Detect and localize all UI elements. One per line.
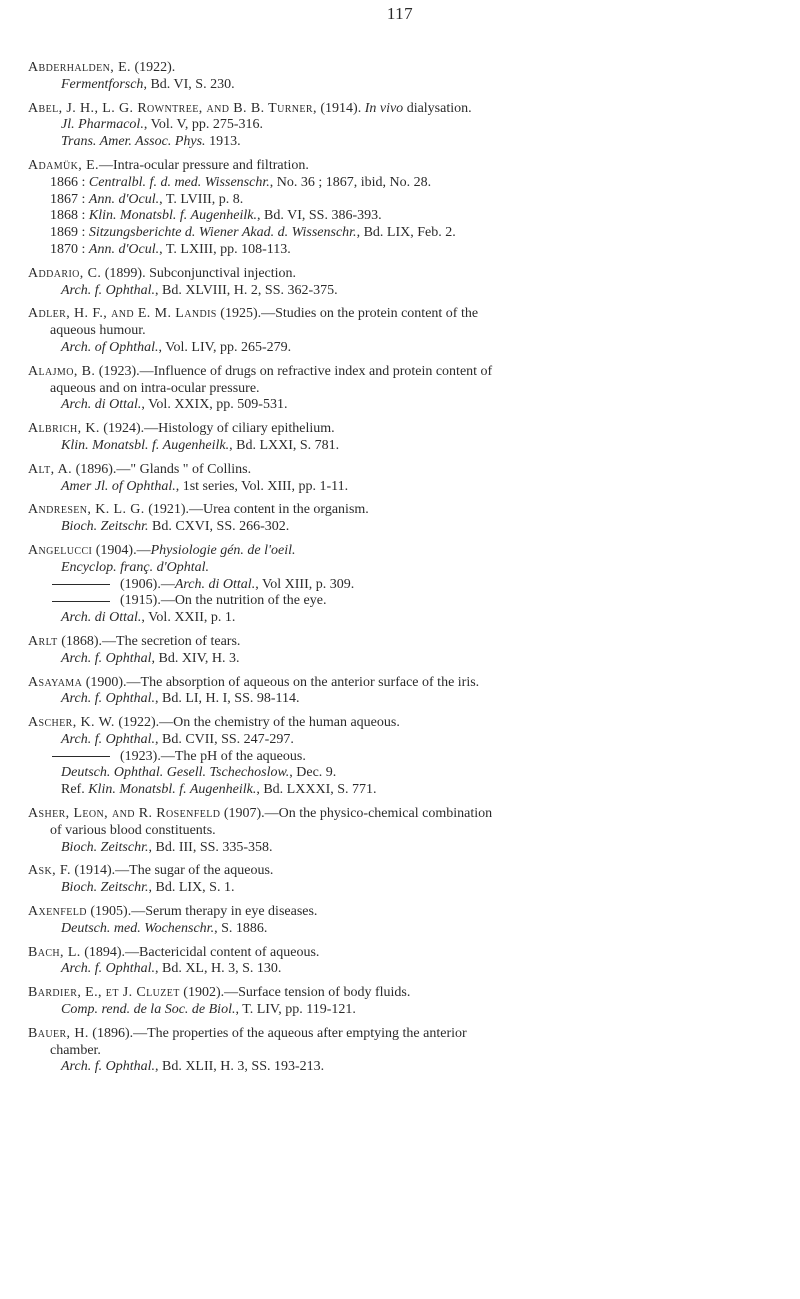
- reference-line: [28, 543, 776, 560]
- reference-text: , Vol. XXII, p. 1.: [141, 610, 236, 626]
- reference-line: [28, 749, 776, 766]
- author-name: Andresen, K. L. G.: [28, 502, 145, 518]
- author-name: Asayama: [28, 674, 83, 690]
- author-name: Ask, F.: [28, 863, 71, 879]
- reference-line: [28, 823, 776, 840]
- reference-line: [28, 340, 776, 357]
- author-name: Adler, H. F., and E. M. Landis: [28, 306, 217, 322]
- reference-text: , Bd. CVII, SS. 247-297.: [154, 731, 294, 747]
- author-name: Arlt: [28, 633, 58, 649]
- reference-entry: [28, 715, 776, 799]
- journal-title: Physiologie gén. de l'oeil.: [150, 542, 296, 558]
- reference-line: [28, 175, 776, 192]
- journal-title: Bioch. Zeitschr.: [61, 880, 149, 896]
- reference-text: , Bd. XL, H. 3, S. 130.: [154, 961, 282, 977]
- reference-text: (1923).—Influence of drugs on refractive index and protein content of: [95, 363, 493, 379]
- journal-title: Amer Jl. of Ophthal.: [61, 478, 176, 494]
- journal-title: Arch. di Ottal.: [61, 397, 142, 413]
- reference-entry: [28, 806, 776, 856]
- reference-line: [28, 675, 776, 692]
- ditto-rule: [52, 601, 110, 602]
- reference-text: Bd. CXVI, SS. 266-302.: [148, 519, 290, 535]
- reference-text: dialysation.: [403, 100, 472, 116]
- reference-line: [28, 1002, 776, 1019]
- reference-line: [28, 60, 776, 77]
- journal-title: Arch. f. Ophthal.: [61, 282, 155, 298]
- author-name: Addario, C.: [28, 265, 102, 281]
- reference-text: , Vol. XXIX, pp. 509-531.: [141, 397, 288, 413]
- journal-title: Comp. rend. de la Soc. de Biol.: [61, 1002, 236, 1018]
- author-name: Asher, Leon, and R. Rosenfeld: [28, 806, 221, 822]
- reference-text: 1867 :: [50, 191, 89, 207]
- reference-list: [28, 60, 776, 1083]
- reference-line: [28, 904, 776, 921]
- reference-entry: [28, 634, 776, 668]
- reference-line: [28, 782, 776, 799]
- reference-entry: [28, 266, 776, 300]
- reference-text: , T. LXIII, pp. 108-113.: [159, 241, 291, 257]
- author-name: Alajmo, B.: [28, 363, 96, 379]
- journal-title: Jl. Pharmacol.: [61, 117, 144, 133]
- reference-entry: [28, 863, 776, 897]
- reference-line: [28, 577, 776, 594]
- reference-text: , Vol. V, pp. 275-316.: [143, 117, 263, 133]
- reference-line: [28, 593, 776, 610]
- reference-text: , Vol. LIV, pp. 265-279.: [158, 339, 292, 355]
- journal-title: Bioch. Zeitschr.: [61, 839, 149, 855]
- reference-text: (1906).—: [120, 576, 175, 592]
- reference-text: , Bd. VI, SS. 386-393.: [257, 208, 382, 224]
- reference-line: [28, 1043, 776, 1060]
- reference-line: [28, 1026, 776, 1043]
- reference-line: [28, 765, 776, 782]
- reference-entry: [28, 60, 776, 94]
- reference-entry: [28, 364, 776, 414]
- reference-line: [28, 610, 776, 627]
- reference-entry: [28, 158, 776, 259]
- reference-entry: [28, 675, 776, 709]
- reference-text: , Bd. LIX, S. 1.: [148, 880, 235, 896]
- reference-text: (1907).—On the physico-chemical combination: [220, 806, 493, 822]
- reference-text: (1925).—Studies on the protein content of the: [216, 306, 479, 322]
- journal-title: Centralbl. f. d. med. Wissenschr.: [88, 174, 270, 190]
- reference-text: (1922).—On the chemistry of the human aqueous.: [114, 715, 400, 731]
- reference-entry: [28, 1026, 776, 1076]
- journal-title: Ann. d'Ocul.: [88, 241, 160, 257]
- reference-line: [28, 863, 776, 880]
- reference-line: [28, 208, 776, 225]
- reference-text: 1913.: [205, 134, 241, 150]
- author-name: Bardier, E., et J. Cluzet: [28, 985, 180, 1001]
- reference-text: 1868 :: [50, 208, 89, 224]
- reference-text: chamber.: [50, 1042, 101, 1058]
- reference-text: (1904).—: [92, 542, 151, 558]
- reference-text: aqueous and on intra-ocular pressure.: [50, 380, 260, 396]
- reference-line: [28, 323, 776, 340]
- journal-title: Arch. di Ottal.: [61, 610, 142, 626]
- journal-title: Arch. f. Ophthal: [61, 650, 152, 666]
- journal-title: Klin. Monatsbl. f. Augenheilk.: [88, 782, 257, 798]
- author-name: Albrich, K.: [28, 421, 100, 437]
- reference-text: 1870 :: [50, 241, 89, 257]
- reference-line: [28, 192, 776, 209]
- reference-line: [28, 806, 776, 823]
- reference-text: (1914).: [316, 100, 365, 116]
- reference-text: (1902).—Surface tension of body fluids.: [179, 985, 411, 1001]
- journal-title: Sitzungsberichte d. Wiener Akad. d. Wissenschr.: [88, 225, 357, 241]
- reference-line: [28, 77, 776, 94]
- reference-text: , Bd. XLVIII, H. 2, SS. 362-375.: [154, 282, 338, 298]
- reference-text: , Dec. 9.: [289, 765, 337, 781]
- author-name: Ascher, K. W.: [28, 715, 115, 731]
- reference-entry: [28, 462, 776, 496]
- reference-line: [28, 840, 776, 857]
- reference-line: [28, 225, 776, 242]
- reference-text: (1914).—The sugar of the aqueous.: [70, 863, 274, 879]
- reference-line: [28, 266, 776, 283]
- reference-entry: [28, 904, 776, 938]
- journal-title: Arch. f. Ophthal.: [61, 691, 155, 707]
- reference-line: [28, 134, 776, 151]
- reference-text: (1915).—On the nutrition of the eye.: [120, 593, 327, 609]
- reference-text: (1921).—Urea content in the organism.: [144, 502, 369, 518]
- reference-text: Ref.: [61, 782, 89, 798]
- journal-title: Arch. f. Ophthal.: [61, 1059, 155, 1075]
- journal-title: Arch. of Ophthal.: [61, 339, 159, 355]
- journal-title: Klin. Monatsbl. f. Augenheilk.: [61, 437, 230, 453]
- reference-line: [28, 691, 776, 708]
- journal-title: Arch. f. Ophthal.: [61, 961, 155, 977]
- reference-text: aqueous humour.: [50, 323, 146, 339]
- reference-text: , Bd. LIX, Feb. 2.: [356, 225, 456, 241]
- reference-line: [28, 1059, 776, 1076]
- journal-title: Bioch. Zeitschr.: [61, 519, 149, 535]
- reference-line: [28, 945, 776, 962]
- author-name: Bach, L.: [28, 944, 81, 960]
- reference-text: (1922).: [130, 60, 176, 75]
- reference-line: [28, 519, 776, 536]
- reference-text: (1924).—Histology of ciliary epithelium.: [99, 421, 335, 437]
- reference-text: (1896).—The properties of the aqueous after emptying the anterior: [88, 1025, 467, 1041]
- author-name: Axenfeld: [28, 904, 87, 920]
- reference-line: [28, 479, 776, 496]
- reference-text: , T. LVIII, p. 8.: [159, 191, 244, 207]
- reference-text: , Bd. LI, H. I, SS. 98-114.: [154, 691, 300, 707]
- reference-text: (1900).—The absorption of aqueous on the anterior surface of the iris.: [82, 674, 480, 690]
- ditto-rule: [52, 756, 110, 757]
- author-name: Alt, A.: [28, 461, 73, 477]
- reference-line: [28, 364, 776, 381]
- reference-text: , Bd. LXXI, S. 781.: [229, 437, 340, 453]
- reference-line: [28, 462, 776, 479]
- reference-text: (1899). Subconjunctival injection.: [101, 265, 297, 281]
- author-name: Adamük, E.: [28, 157, 99, 173]
- reference-text: (1896).—" Glands " of Collins.: [72, 461, 252, 477]
- reference-line: [28, 502, 776, 519]
- reference-text: 1869 :: [50, 225, 89, 241]
- reference-line: [28, 283, 776, 300]
- reference-line: [28, 242, 776, 259]
- reference-text: , Bd. XLII, H. 3, SS. 193-213.: [154, 1059, 325, 1075]
- journal-title: Trans. Amer. Assoc. Phys.: [61, 134, 206, 150]
- reference-text: , Bd. LXXXI, S. 771.: [256, 782, 377, 798]
- reference-line: [28, 306, 776, 323]
- author-name: Abderhalden, E.: [28, 60, 131, 75]
- journal-title: Arch. f. Ophthal.: [61, 731, 155, 747]
- reference-line: [28, 961, 776, 978]
- reference-entry: [28, 945, 776, 979]
- journal-title: Arch. di Ottal.: [174, 576, 256, 592]
- journal-title: In vivo: [364, 100, 404, 116]
- reference-entry: [28, 101, 776, 151]
- reference-entry: [28, 985, 776, 1019]
- reference-entry: [28, 306, 776, 356]
- reference-line: [28, 117, 776, 134]
- reference-text: (1923).—The pH of the aqueous.: [120, 748, 306, 764]
- reference-line: [28, 921, 776, 938]
- reference-text: of various blood constituents.: [50, 822, 216, 838]
- reference-text: , S. 1886.: [214, 920, 268, 936]
- journal-title: Encyclop. franç. d'Ophtal.: [61, 559, 210, 575]
- reference-line: [28, 158, 776, 175]
- reference-line: [28, 421, 776, 438]
- reference-line: [28, 101, 776, 118]
- reference-text: , 1st series, Vol. XIII, pp. 1-11.: [175, 478, 349, 494]
- ditto-rule: [52, 584, 110, 585]
- reference-text: (1905).—Serum therapy in eye diseases.: [86, 904, 318, 920]
- reference-entry: [28, 543, 776, 627]
- page-number: 117: [386, 4, 414, 23]
- reference-line: [28, 985, 776, 1002]
- journal-title: Klin. Monatsbl. f. Augenheilk.: [88, 208, 258, 224]
- reference-line: [28, 634, 776, 651]
- reference-line: [28, 397, 776, 414]
- reference-text: , Vol XIII, p. 309.: [255, 576, 355, 592]
- reference-entry: [28, 502, 776, 536]
- journal-title: Fermentforsch: [61, 76, 144, 92]
- reference-line: [28, 651, 776, 668]
- reference-text: (1894).—Bactericidal content of aqueous.: [80, 944, 320, 960]
- journal-title: Ann. d'Ocul.: [88, 191, 160, 207]
- reference-line: [28, 381, 776, 398]
- reference-text: , Bd. XIV, H. 3.: [151, 650, 240, 666]
- author-name: Bauer, H.: [28, 1025, 89, 1041]
- reference-text: —Intra-ocular pressure and filtration.: [98, 157, 309, 173]
- reference-text: , T. LIV, pp. 119-121.: [235, 1002, 356, 1018]
- reference-text: , No. 36 ; 1867, ibid, No. 28.: [269, 174, 432, 190]
- journal-title: Deutsch. Ophthal. Gesell. Tschechoslow.: [61, 765, 290, 781]
- reference-entry: [28, 421, 776, 455]
- author-name: Angelucci: [28, 542, 93, 558]
- author-name: Abel, J. H., L. G. Rowntree, and B. B. Turner,: [28, 100, 317, 116]
- reference-text: (1868).—The secretion of tears.: [57, 633, 241, 649]
- reference-text: , Bd. VI, S. 230.: [143, 76, 235, 92]
- reference-line: [28, 732, 776, 749]
- reference-text: , Bd. III, SS. 335-358.: [148, 839, 273, 855]
- reference-text: 1866 :: [50, 174, 89, 190]
- reference-line: [28, 438, 776, 455]
- reference-line: [28, 715, 776, 732]
- journal-title: Deutsch. med. Wochenschr.: [61, 920, 215, 936]
- reference-line: [28, 560, 776, 577]
- reference-line: [28, 880, 776, 897]
